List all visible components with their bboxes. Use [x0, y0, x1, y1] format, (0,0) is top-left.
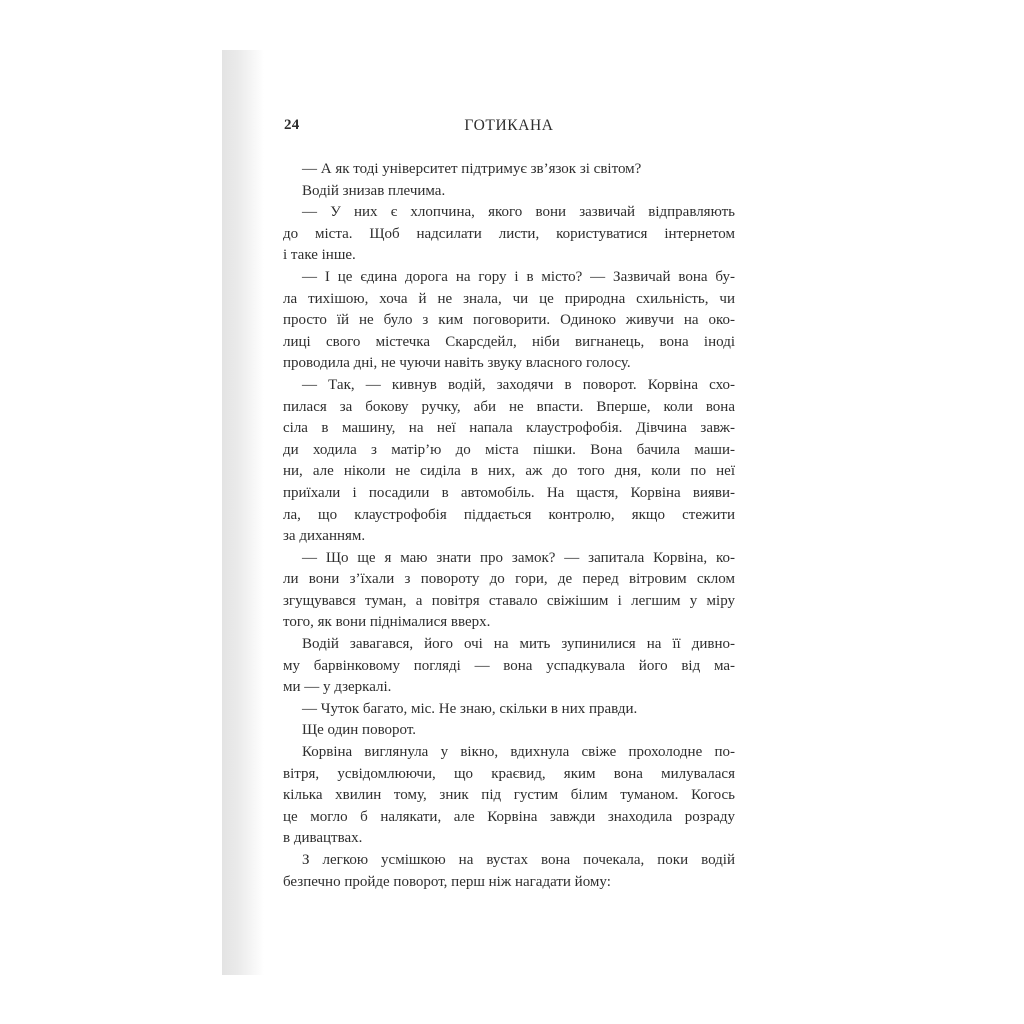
text-block [283, 159, 735, 893]
text-line: ни, але ніколи не сиділа в них, аж до того дня, коли по неї [283, 463, 735, 480]
text-line: — А як тоді університет підтримує зв’язок зі світом? [302, 161, 642, 177]
text-line: в дивацтвах. [283, 830, 363, 847]
page-spine-shadow [222, 50, 264, 975]
text-line: Водій знизав плечима. [302, 182, 446, 199]
text-line: Корвіна виглянула у вікно, вдихнула свіже прохолодне по- [302, 744, 735, 761]
text-line: — І це єдина дорога на гору і в місто? — Зазвичай вона бу- [302, 268, 735, 285]
text-line: приїхали і посадили в автомобіль. На щастя, Корвіна вияви- [283, 484, 735, 501]
text-line: безпечно пройде поворот, перш ніж нагадати йому: [283, 873, 611, 890]
text-line: того, як вони піднімалися вверх. [283, 614, 491, 631]
text-line: згущувався туман, а повітря ставало свіжішим і легшим у міру [283, 592, 735, 609]
text-line: Ще один поворот. [302, 722, 417, 739]
text-line: і таке інше. [283, 247, 356, 264]
text-line: сіла в машину, на неї напала клаустрофобія. Дівчина завж- [283, 420, 735, 437]
text-line: лиці свого містечка Скарсдейл, ніби вигнанець, вона іноді [283, 333, 735, 350]
text-line: проводила дні, не чуючи навіть звуку власного голосу. [283, 355, 631, 372]
text-line: — Так, — кивнув водій, заходячи в поворот. Корвіна схо- [302, 376, 735, 393]
text-line: З легкою усмішкою на вустах вона почекала, поки водій [302, 852, 735, 868]
text-line: ла тихішою, хоча й не знала, чи це природна схильність, чи [283, 290, 735, 307]
text-line: ла, що клаустрофобія піддається контролю, якщо стежити [283, 506, 735, 523]
running-header-title: ГОТИКАНА [464, 117, 554, 134]
text-line: ми — у дзеркалі. [283, 679, 392, 696]
page-header [283, 117, 735, 135]
text-line: пилася за бокову ручку, аби не впасти. Вперше, коли вона [283, 398, 735, 415]
page-number: 24 [284, 117, 300, 133]
text-line: за диханням. [283, 528, 366, 545]
text-line: до міста. Щоб надсилати листи, користуватися інтернетом [283, 225, 735, 242]
text-line: — Що ще я маю знати про замок? — запитала Корвіна, ко- [302, 549, 735, 566]
text-line: просто їй не було з ким поговорити. Одиноко живучи на око- [283, 312, 735, 329]
text-line: кілька хвилин тому, зник під густим білим туманом. Когось [283, 787, 735, 804]
text-line: Водій завагався, його очі на мить зупинилися на її дивно- [302, 636, 735, 653]
text-line: вітря, усвідомлюючи, що краєвид, яким вона милувалася [283, 765, 735, 782]
text-line: це могло б налякати, але Корвіна завжди знаходила розраду [283, 808, 735, 825]
text-line: — У них є хлопчина, якого вони зазвичай відправляють [302, 204, 735, 221]
text-line: му барвінковому погляді — вона успадкувала його від ма- [283, 657, 735, 674]
text-line: ди ходила з матір’ю до міста пішки. Вона бачила маши- [283, 441, 735, 458]
text-line: — Чуток багато, міс. Не знаю, скільки в них правди. [302, 700, 638, 717]
text-line: ли вони з’їхали з повороту до гори, де перед вітровим склом [283, 571, 735, 588]
